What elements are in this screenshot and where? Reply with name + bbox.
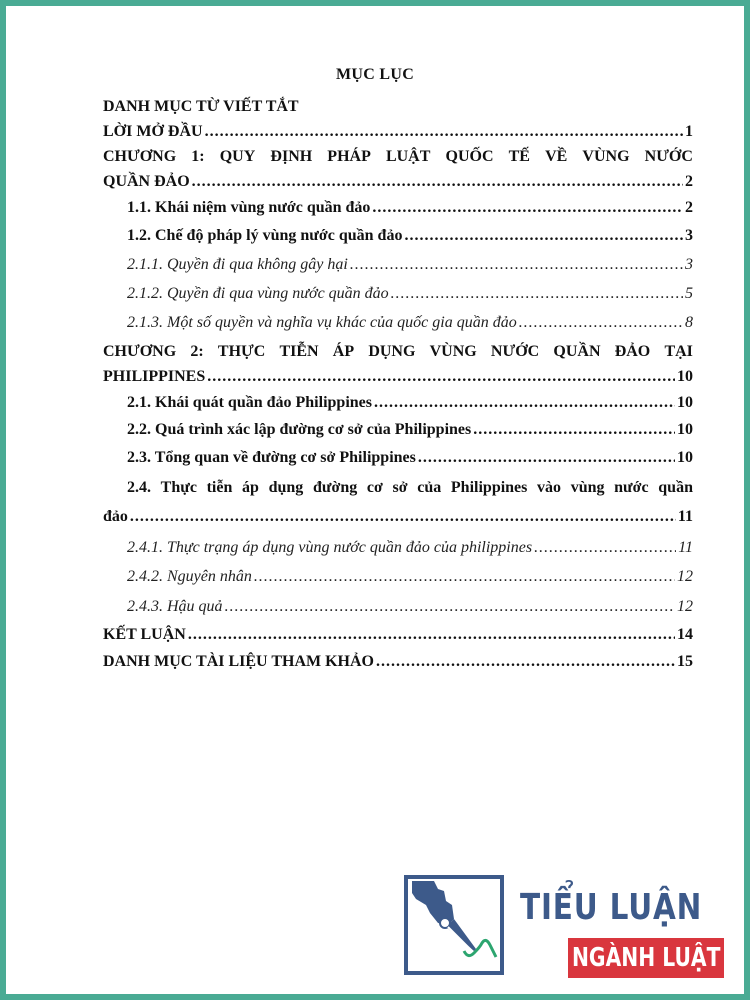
toc-page-number: 5 — [685, 285, 693, 302]
toc-entry-word: Philippines — [450, 479, 528, 496]
dot-leader — [205, 123, 683, 141]
dot-leader — [391, 285, 683, 303]
dot-leader — [188, 626, 675, 644]
toc-entry-word: DỤNG — [368, 343, 416, 360]
toc-entry-text: 2.1.3. Một số quyền và nghĩa vụ khác của quốc gia quần đảo — [127, 314, 517, 331]
toc-entry[interactable] — [103, 94, 693, 116]
toc-entry-word: 2: — [190, 343, 204, 360]
toc-entry-word: ĐỊNH — [270, 148, 313, 165]
toc-entry-word: ĐẢO — [614, 343, 651, 360]
document-page — [6, 6, 744, 994]
toc-page-number: 2 — [685, 199, 693, 216]
toc-entry-text: DANH MỤC TÀI LIỆU THAM KHẢO — [103, 653, 374, 670]
toc-entry-text: 2.3. Tổng quan về đường cơ sở Philippines — [127, 449, 416, 466]
toc-entry-word: 2.4. — [127, 479, 151, 496]
dot-leader — [376, 653, 675, 671]
toc-entry[interactable] — [103, 594, 693, 616]
site-logo — [404, 875, 734, 985]
dot-leader — [225, 598, 675, 616]
toc-entry[interactable] — [103, 252, 693, 274]
dot-leader — [519, 314, 683, 332]
toc-entry-text: 2.4.2. Nguyên nhân — [127, 568, 252, 585]
toc-entry[interactable] — [103, 169, 693, 191]
toc-entry[interactable] — [103, 223, 693, 245]
toc-entry[interactable] — [103, 622, 693, 644]
toc-entry-word: 1: — [191, 148, 205, 165]
dot-leader — [404, 227, 683, 245]
toc-entry[interactable] — [103, 364, 693, 386]
toc-page-number: 3 — [685, 256, 693, 273]
toc-entry-word: cơ — [366, 479, 383, 496]
toc-entry-text: QUẦN ĐẢO — [103, 173, 190, 190]
toc-entry-word: ÁP — [332, 343, 355, 360]
toc-entry-word: vùng — [570, 479, 605, 496]
toc-entry-text: 2.4.3. Hậu quả — [127, 598, 223, 615]
toc-entry[interactable] — [103, 390, 693, 412]
toc-entry-word: vào — [537, 479, 562, 496]
logo-frame — [404, 875, 504, 975]
toc-page-number: 10 — [677, 421, 693, 438]
toc-entry-word: dụng — [268, 479, 304, 496]
toc-entry[interactable] — [103, 339, 693, 361]
toc-entry[interactable] — [103, 535, 693, 557]
toc-page-number: 10 — [677, 449, 693, 466]
dot-leader — [473, 421, 675, 439]
logo-badge — [568, 938, 724, 978]
toc-page-number: 12 — [677, 598, 693, 615]
toc-page-number: 10 — [677, 394, 693, 411]
toc-entry-word: QUẦN — [553, 343, 601, 360]
toc-entry-word: CHƯƠNG — [103, 343, 177, 360]
toc-entry[interactable] — [103, 417, 693, 439]
toc-entry[interactable] — [103, 281, 693, 303]
dot-leader — [350, 256, 683, 274]
toc-entry-word: NƯỚC — [490, 343, 540, 360]
toc-page-number: 3 — [685, 227, 693, 244]
toc-entry-word: của — [417, 479, 442, 496]
toc-entry-word: tiễn — [206, 479, 233, 496]
toc-entry-word: QUỐC — [445, 148, 494, 165]
toc-entry-text: 2.1. Khái quát quần đảo Philippines — [127, 394, 372, 411]
toc-page-number: 8 — [685, 314, 693, 331]
dot-leader — [534, 539, 676, 557]
toc-entry-word: đường — [312, 479, 358, 496]
toc-entry-word: TẠI — [664, 343, 693, 360]
toc-entry[interactable] — [103, 310, 693, 332]
toc-entry[interactable] — [103, 144, 693, 166]
toc-page-number: 11 — [678, 539, 693, 556]
toc-entry-word: LUẬT — [385, 148, 431, 165]
toc-entry-text: LỜI MỞ ĐẦU — [103, 123, 203, 140]
logo-badge-text: NGÀNH LUẬT — [571, 943, 721, 973]
toc-page-number: 11 — [677, 508, 693, 525]
toc-entry[interactable] — [103, 445, 693, 467]
toc-entry[interactable] — [103, 649, 693, 671]
dot-leader — [374, 394, 675, 412]
toc-entry-word: PHÁP — [327, 148, 371, 165]
toc-page-number: 2 — [685, 173, 693, 190]
toc-entry-word: THỰC — [217, 343, 266, 360]
dot-leader — [372, 199, 683, 217]
toc-entry-word: TẾ — [508, 148, 530, 165]
toc-entry-text: 2.2. Quá trình xác lập đường cơ sở của Philippines — [127, 421, 472, 438]
toc-entry-text: DANH MỤC TỪ VIẾT TẮT — [103, 98, 299, 115]
toc-entry-text: đảo — [103, 508, 128, 525]
toc-entry[interactable] — [103, 475, 693, 497]
toc-entry-word: NƯỚC — [644, 148, 693, 165]
toc-entry-text: 2.1.2. Quyền đi qua vùng nước quần đảo — [127, 285, 389, 302]
toc-entry-text: 1.2. Chế độ pháp lý vùng nước quần đảo — [127, 227, 403, 244]
toc-entry[interactable] — [103, 119, 693, 141]
toc-entry-text: 2.1.1. Quyền đi qua không gây hại — [127, 256, 348, 273]
toc-entry[interactable] — [103, 504, 693, 526]
toc-entry-word: CHƯƠNG — [103, 148, 177, 165]
toc-entry-word: áp — [242, 479, 259, 496]
toc-entry-word: quần — [658, 479, 693, 496]
dot-leader — [254, 568, 675, 586]
toc-entry-word: TIỄN — [279, 343, 319, 360]
dot-leader — [130, 508, 676, 526]
toc-entry[interactable] — [103, 195, 693, 217]
toc-entry[interactable] — [103, 564, 693, 586]
fountain-pen-icon — [408, 879, 500, 971]
toc-entry-word: sở — [392, 479, 408, 496]
toc-entry-text: PHILIPPINES — [103, 368, 206, 385]
toc-entry-word: VỀ — [545, 148, 568, 165]
toc-entry-text: 2.4.1. Thực trạng áp dụng vùng nước quần đảo của philippines — [127, 539, 533, 556]
toc-page-number: 15 — [677, 653, 693, 670]
logo-title: TIỂU LUẬN — [520, 887, 703, 928]
dot-leader — [207, 368, 675, 386]
toc-page-number: 14 — [677, 626, 693, 643]
toc-title: MỤC LỤC — [335, 66, 415, 83]
dot-leader — [192, 173, 683, 191]
toc-entry-word: QUY — [219, 148, 256, 165]
toc-entry-word: Thực — [160, 479, 197, 496]
toc-page-number: 10 — [677, 368, 693, 385]
toc-page-number: 12 — [677, 568, 693, 585]
toc-entry-text: KẾT LUẬN — [103, 626, 186, 643]
toc-page-number: 1 — [685, 123, 693, 140]
toc-entry-word: nước — [614, 479, 649, 496]
toc-entry-text: 1.1. Khái niệm vùng nước quần đảo — [127, 199, 371, 216]
toc-entry-word: VÙNG — [429, 343, 477, 360]
toc-entry-word: VÙNG — [582, 148, 630, 165]
dot-leader — [418, 449, 675, 467]
